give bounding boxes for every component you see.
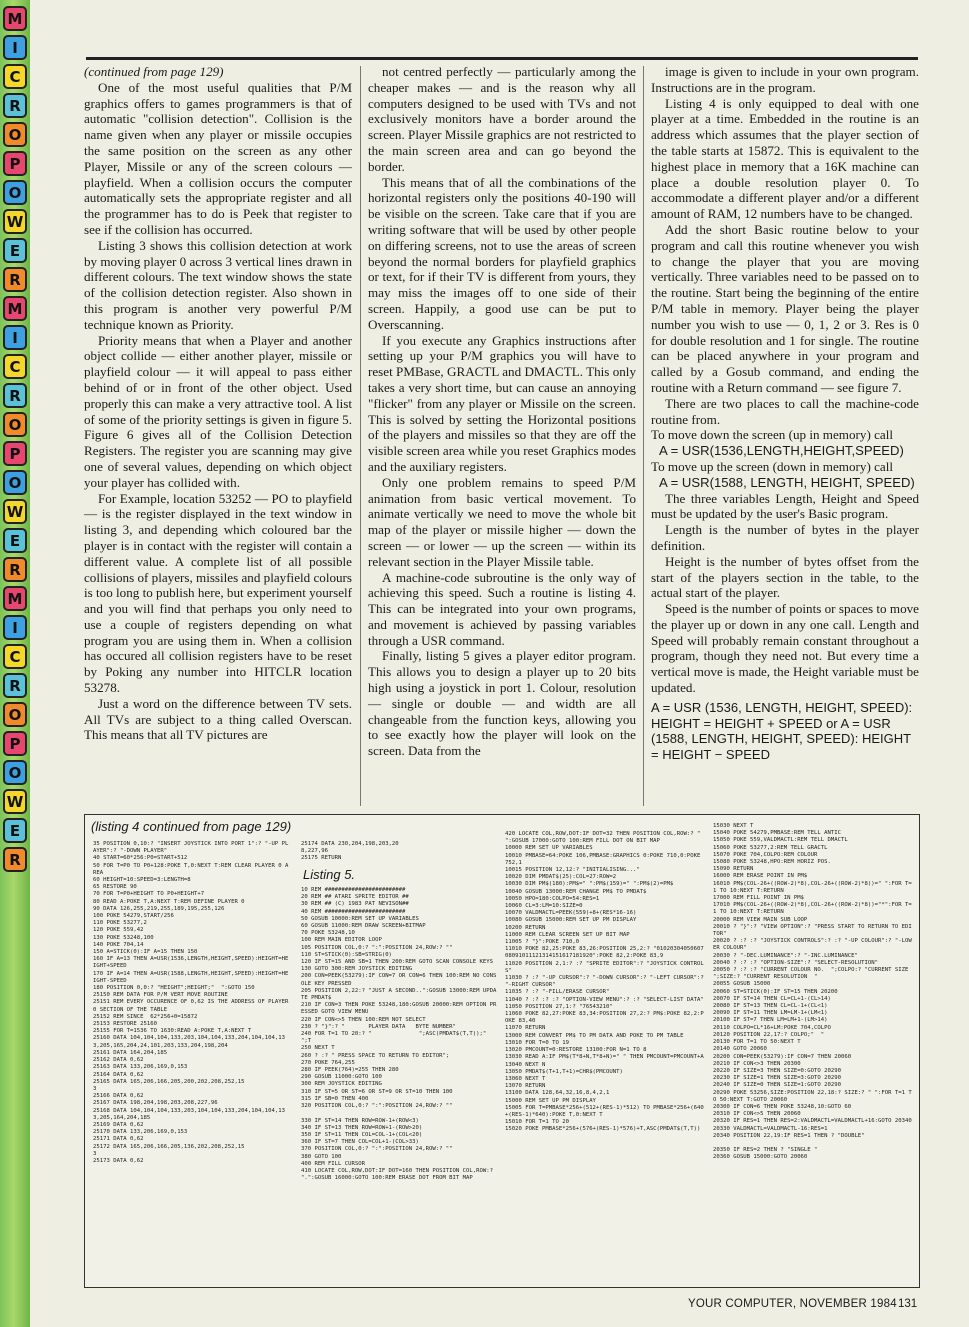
strip-letter-tile: M <box>3 6 27 31</box>
article-paragraph: image is given to include in your own program. Instructions are in the program. <box>651 64 919 95</box>
usr-call-formula: A = USR(1536,LENGTH,HEIGHT,SPEED) <box>659 443 904 459</box>
strip-letter-tile: R <box>3 557 27 582</box>
strip-letter-tile: R <box>3 673 27 698</box>
strip-letter-tile: O <box>3 412 27 437</box>
strip-letter-tile: R <box>3 847 27 872</box>
listing-box <box>84 814 920 1288</box>
strip-letter-tile: W <box>3 789 27 814</box>
article-paragraph: This means that of all the combinations of the horizontal registers only the positions 40-190 will be visible on the screen. Take care that if you are writing software that will be used by other people on differing screens, not to use the areas of screen beyond the normal borders for playfield graphics or text, for if their TV is different from yours, they may miss the images off to one side of their screen. Happily, a good use can be put to Overscanning. <box>368 174 636 332</box>
column-divider <box>360 66 361 806</box>
article-paragraph: For Example, location 53252 — PO to playfield — is the register displayed in the text window in listing 3, and depending which coloured bar the player is in contact with the register will contain a different value. A complete list of all possible collisions of players, missiles and playfield colours is too long to publish here, but experiment yourself and you will find that perhaps you only need to use a couple of registers depending on what program you are using them in. When a collision has occured all collision registers have to be reset by Poking any number into HITCLR location 53278. <box>84 490 353 696</box>
strip-letter-tile: O <box>3 122 27 147</box>
listing-column-2a: 25174 DATA 230,204,198,203,208,227,96 25175 RETURN <box>301 841 399 862</box>
article-paragraph: Height is the number of bytes offset from the start of the players section in the table, to the actual start of the player. <box>651 553 919 601</box>
article-paragraph: not centred perfectly — particularly among the cheaper makes — and is the reason why all computers designed to be used with TVs and not exclusively monitors have a border around the screen. Player Missile graphics are not restricted to the main screen area and can go beyond the border. <box>368 64 636 174</box>
strip-letter-tile: E <box>3 238 27 263</box>
strip-letter-tile: O <box>3 180 27 205</box>
strip-letter-tile: O <box>3 470 27 495</box>
article-paragraph: Length is the number of bytes in the player definition. <box>651 522 919 553</box>
listing-column-3: 420 LOCATE COL,ROW,DOT:IF DOT=32 THEN POSITION COL,ROW:? " ":GOSUB 17000:GOTO 100:REM FILL DOT ON BIT MAP 10000 REM SET UP VARIABLES 10010 PMBASE=64:POKE 106,PMBASE:GRAPHICS 0:POKE 710,0:POKE 752,1 10015 POSITION 12,12:? "INITIALISING..." 10020 DIM PMDAT$(25):COL=27:ROW=2 10030 DIM PM$(180):PM$=" ":PM$(159)=" ":PM$(2)=PM$ 10040 GOSUB 13000:REM CHANGE PM$ TO PMDAT$ 10050 HPO=180:COLPO=54:RES=1 10060 CL=3:LM=10:SIZE=0 10070 VALDMACTL=PEEK(559)+8+(RES*16-16) 10080 GOSUB 15000:REM SET UP PM DISPLAY 10200 RETURN 11000 REM CLEAR SCREEN SET UP BIT MAP 11005 ? "}":POKE 710,0 11010 POKE 82,25:POKE 83,26:POSITION 25,2:? "0102030405060708091011121314151617181920":POKE 82,2:POKE 83,9 11020 POSITION 2,1:? :? "SPRITE EDITOR":? "JOYSTICK CONTROLS" 11030 ? :? "-UP CURSOR":? "-DOWN CURSOR":? "-LEFT CURSOR":? "-RIGHT CURSOR" 11035 ? :? "-FILL/ERASE CURSOR" 11040 ? :? :? :? "OPTION-VIEW MENU":? :? "SELECT-LIST DATA" 11050 POSITION 27,1:? "76543210" 11060 POKE 82,27:POKE 83,34:POSITION 27,2:? PM$:POKE 82,2:POKE 83,40 11070 RETURN 13000 REM CONVERT PM$ TO PM DATA AND POKE TO PM TABLE 13010 FOR T=0 TO 19 13020 PMCOUNT=0:RESTORE 13100:FOR N=1 TO 8 13030 READ A:IF PM$(T*8+N,T*8+N)=" " THEN PMCOUNT=PMCOUNT+A 13040 NEXT N 13050 PMDAT$(T+1,T+1)=CHR$(PMCOUNT) 13060 NEXT T 13070 RETURN 13100 DATA 128,64,32,16,8,4,2,1 15000 REM SET UP PM DISPLAY 15005 FOR T=PMBASE*256+(512+(RES-1)*512) TO PMBASE*256+(640+(RES-1)*640):POKE T,0:NEXT T 15010 FOR T=1 TO 20 15020 POKE PMBASE*256+(576+(RES-1)*576)+T,ASC(PMDAT$(T,T)) <box>505 831 704 1133</box>
continued-note: (continued from page 129) <box>84 64 224 79</box>
article-paragraph: Priority means that when a Player and another object collide — either another player, missile or playfield colour — it will appeal to pass either behind of or in front of the other object. Used properly this can make a very attractive tool. A list of some of the priority settings is given in figure 5. Figure 6 gives all of the Collision Detection Registers. The register you are scanning may give one of several values, depending on which object your player has collided with. <box>84 332 352 490</box>
strip-letter-tile: I <box>3 35 27 60</box>
article-paragraph: Listing 3 shows this collision detection at work by moving player 0 across 3 vertical lines drawn in different colours. The text window shows the state of the collision detection register. Also shown in this program is another very powerful P/M technique known as Priority. <box>84 237 352 332</box>
article-paragraph: A machine-code subroutine is the only way of achieving this speed. Such a routine is listing 4. This can be integrated into your own programs, and movement is achieved by passing variables through a USR command. <box>368 569 636 648</box>
article-paragraph: Listing 4 is only equipped to deal with one player at a time. Embedded in the routine is an address which assumes that the player section of the table starts at 15872. This is equivalent to the highest place in memory that a 16K machine can place a double resolution player 0. To accommodate a different player and/or a different amount of RAM, 12 numbers have to be changed. <box>651 95 919 222</box>
article-column-1 <box>84 64 352 743</box>
strip-letter-tile: P <box>3 151 27 176</box>
strip-letter-tile: C <box>3 354 27 379</box>
listing-column-4: 15030 NEXT T 15040 POKE 54279,PMBASE:REM TELL ANTIC 15050 POKE 559,VALDMACTL:REM TELL DMACTL 15060 POKE 53277,2:REM TELL GRACTL 15070 POKE 704,COLPO:REM COLOUR 15080 POKE 53248,HPO:REM HORIZ POS. 15090 RETURN 16000 REM ERASE POINT IN PM$ 16010 PM$(COL-26+((ROW-2)*8),COL-26+((ROW-2)*8))=" ":FOR T=1 TO 10:NEXT T:RETURN 17000 REM FILL POINT IN PM$ 17010 PM$(COL-26+((ROW-2)*8),COL-26+((ROW-2)*8))="*":FOR T=1 TO 10:NEXT T:RETURN 20000 REM VIEW MAIN SUB LOOP 20010 ? "}":? "VIEW OPTION":? "PRESS START TO RETURN TO EDITOR" 20020 ? :? :? "JOYSTICK CONTROLS":? :? "-UP COLOUR":? "-LOWER COLOUR" 20030 ? "-DEC.LUMINANCE":? "-INC.LUMINANCE" 20040 ? :? :? "OPTION-SIZE":? "SELECT-RESOLUTION" 20050 ? :? :? "CURRENT COLOUR NO. ";COLPO:? "CURRENT SIZE ";SIZE:? "CURRENT RESOLUTION " 20055 GOSUB 15000 20060 ST=STICK(0):IF ST=15 THEN 20200 20070 IF ST=14 THEN CL=CL+1-(CL>14) 20080 IF ST=13 THEN CL=CL-1+(CL<1) 20090 IF ST=11 THEN LM=LM-1+(LM<1) 20100 IF ST=7 THEN LM=LM+1-(LM>14) 20110 COLPO=CL*16+LM:POKE 704,COLPO 20120 POSITION 22,17:? COLPO;" " 20130 FOR T=1 TO 50:NEXT T 20140 GOTO 20060 20200 CON=PEEK(53279):IF CON=7 THEN 20060 20210 IF CON<>3 THEN 20300 20220 IF SIZE=3 THEN SIZE=0:GOTO 20290 20230 IF SIZE=1 THEN SIZE=3:GOTO 20290 20240 IF SIZE=0 THEN SIZE=1:GOTO 20290 20290 POKE 53256,SIZE:POSITION 22,18:? SIZE:? " ":FOR T=1 TO 50:NEXT T:GOTO 20060 20300 IF CON=6 THEN POKE 53248,10:GOTO 60 20310 IF CON<>5 THEN 20060 20320 IF RES=1 THEN RES=2:VALDMACTL=VALDMACTL+16:GOTO 20340 20330 VALDMACTL=VALDMACTL-16:RES=1 20340 POSITION 22,19:IF RES=1 THEN ? "DOUBLE" 20350 IF RES=2 THEN ? "SINGLE " 20360 GOSUB 15000:GOTO 20060 <box>713 823 912 1161</box>
article-paragraph: There are two places to call the machine-code routine from. <box>651 395 919 427</box>
strip-letter-tile: P <box>3 731 27 756</box>
magazine-footer: YOUR COMPUTER, NOVEMBER 1984 <box>688 1298 897 1310</box>
usr-call-description: To move down the screen (up in memory) call <box>651 427 893 443</box>
listing-title: (listing 4 continued from page 129) <box>91 819 292 834</box>
usr-call-formula: A = USR(1588, LENGTH, HEIGHT, SPEED) <box>659 474 915 490</box>
strip-letter-tile: E <box>3 528 27 553</box>
listing-column-2b: 10 REM ######################## 20 REM ## ATARI SPRITE EDITOR ## 30 REM ## (C) 1983 PAT NEVISON## 40 REM ######################## 50 GOSUB 10000:REM SET UP VARIABLES 60 GOSUB 11000:REM DRAW SCREEN+BITMAP 70 POKE 53248,10 100 REM MAIN EDITOR LOOP 105 POSITION COL,0:? ":":POSITION 24,ROW:? "" 110 ST=STICK(0):SB=STRIG(0) 120 IF ST=15 AND SB=1 THEN 200:REM GOTO SCAN CONSOLE KEYS 130 GOTO 300:REM JOYSTICK EDITING 200 CON=PEEK(53279):IF CON=7 OR CON=6 THEN 100:REM NO CONSOLE KEY PRESSED 205 POSITION 2,22:? "JUST A SECOND..":GOSUB 13000:REM UPDATE PMDAT$ 210 IF CON=3 THEN POKE 53248,180:GOSUB 20000:REM OPTION PRESSED GOTO VIEW MENU 220 IF CON<>5 THEN 100:REM NOT SELECT 230 ? "}":? " PLAYER DATA BYTE NUMBER" 240 FOR T=1 TO 20:? " ";ASC(PMDAT$(T,T));" ";T 250 NEXT T 260 ? :? " PRESS SPACE TO RETURN TO EDITOR"; 270 POKE 764,255 280 IF PEEK(764)=255 THEN 280 290 GOSUB 11000:GOTO 100 300 REM JOYSTICK EDITING 310 IF ST=5 OR ST=6 OR ST=9 OR ST=10 THEN 100 315 IF SB=0 THEN 400 320 POSITION COL,0:? ":":POSITION 24,ROW:? "" 330 IF ST=14 THEN ROW=ROW-1+(ROW<3) 340 IF ST=13 THEN ROW=ROW+1-(ROW>20) 350 IF ST=11 THEN COL=COL-1+(COL<20) 360 IF ST=7 THEN COL=COL+1-(COL>33) 370 POSITION COL,0:? ":":POSITION 24,ROW:? "" 380 GOTO 100 400 REM FILL CURSOR 410 LOCATE COL,ROW,DOT:IF DOT=160 THEN POSITION COL,ROW:? ".":GOSUB 16000:GOTO 100:REM ERASE DOT FROM BIT MAP <box>301 887 497 1182</box>
strip-letter-tile: I <box>3 615 27 640</box>
article-paragraph: Just a word on the difference between TV sets. All TVs are subject to a thing called Overscan. This means that all TV pictures are <box>84 695 352 743</box>
strip-letter-tile: R <box>3 93 27 118</box>
micropower-side-strip <box>0 0 30 1327</box>
strip-letter-tile: W <box>3 499 27 524</box>
strip-letter-tile: W <box>3 209 27 234</box>
listing-column-1: 35 POSITION 0,10:? "INSERT JOYSTICK INTO PORT 1":? "-UP PLAYER":? "-DOWN PLAYER" 40 START=60*256:P0=START+512 50 FOR T=P0 TO P0+128:POKE T,0:NEXT T:REM CLEAR PLAYER 0 AREA 60 HEIGHT=10:SPEED=3:LENGTH=8 65 RESTORE 90 70 FOR T=P0+HEIGHT TO P0+HEIGHT+7 80 READ A:POKE T,A:NEXT T:REM DEFINE PLAYER 0 90 DATA 126,255,219,255,189,195,255,126 100 POKE 54279,START/256 110 POKE 53277,2 120 POKE 559,42 130 POKE 53248,100 140 POKE 704,14 150 A=STICK(0):IF A=15 THEN 150 160 IF A=13 THEN A=USR(1536,LENGTH,HEIGHT,SPEED):HEIGHT=HEIGHT+SPEED 170 IF A=14 THEN A=USR(1588,LENGTH,HEIGHT,SPEED):HEIGHT=HEIGHT-SPEED 180 POSITION 0,0:? "HEIGHT";HEIGHT;" ":GOTO 150 25150 REM DATA FOR P/M VERT MOVE ROUTINE 25151 REM EVERY OCCURENCE OF 0,62 IS THE ADDRESS OF PLAYER 0 SECTION OF THE TABLE 25152 REM SINCE 62*256+0=15872 25153 RESTORE 25160 25155 FOR T=1536 TO 1630:READ A:POKE T,A:NEXT T 25160 DATA 104,104,104,133,203,104,104,133,204,104,104,133,205,165,204,24,101,203,133,204,198,204 25161 DATA 164,204,185 25162 DATA 0,62 25163 DATA 133,206,169,0,153 25164 DATA 0,62 25165 DATA 165,206,166,205,200,202,208,252,15 3 25166 DATA 0,62 25167 DATA 198,204,198,203,208,227,96 25168 DATA 104,104,104,133,203,104,104,133,204,104,104,133,205,164,204,185 25169 DATA 0,62 25170 DATA 133,206,169,0,153 25171 DATA 0,62 25172 DATA 165,206,166,205,136,202,208,252,15 3 25173 DATA 0,62 <box>93 841 289 1164</box>
article-column-2 <box>368 64 636 759</box>
strip-letter-tile: O <box>3 760 27 785</box>
article-paragraph: One of the most useful qualities that P/M graphics offers to games programmers is that of automatic "collision detection". Collision is the name given when any player or missile occupies the same position on the screen as any other Player, Missile or any of the screen colours — playfield. When a collision occurs the computer automatically sets the appropriate register and all the programmer has to do is Peek that register to see if the collision has occurred. <box>84 79 352 237</box>
article-paragraph: If you execute any Graphics instructions after setting up your P/M graphics you will have to reset PMBase, GRACTL and DMACTL. This only takes a very short time, but can cause an annoying "flicker" from any player or Missile on the screen. This is solved by setting the Horizontal positions of the players and missiles so that they are off the visible screen area while you reset Graphics modes and the auxiliary registers. <box>368 332 636 474</box>
strip-letter-tile: P <box>3 441 27 466</box>
column-divider <box>643 66 644 806</box>
article-paragraph: Finally, listing 5 gives a player editor program. This allows you to design a player up to 20 bits high using a joystick in port 1. Colour, resolution — single or double — and width are all changeable from the function keys, allowing you to see exactly how the player will look on the screen. Data from the <box>368 648 636 759</box>
strip-letter-tile: C <box>3 644 27 669</box>
strip-letter-tile: R <box>3 267 27 292</box>
article-column-3 <box>651 64 919 763</box>
strip-letter-tile: E <box>3 818 27 843</box>
article-paragraph: The three variables Length, Height and Speed must be updated by the user's Basic program. <box>651 490 919 522</box>
article-paragraph: Add the short Basic routine below to your program and call this routine whenever you wish to change the player that you are moving vertically. Three variables need to be passed on to the routine. Start being the beginning of the entire P/M table in memory. Player being the player number you wish to use — 0, 1, 2 or 3. Res is 0 for double resolution and 1 for single. The routine can be placed anywhere in your program and called by a Gosub command, and ending the routine with a Return command — see figure 7. <box>651 221 919 395</box>
header-rule <box>86 57 918 60</box>
strip-letter-tile: M <box>3 586 27 611</box>
strip-letter-tile: I <box>3 325 27 350</box>
article-paragraph: Only one problem remains to speed P/M animation from basic vertical movement. To animate vertically we need to move the whole bit map of the player or missile higher — down the screen — or lower — up the screen — within its relevant section in the Player Missile table. <box>368 474 636 569</box>
strip-letter-tile: M <box>3 296 27 321</box>
strip-letter-tile: O <box>3 702 27 727</box>
page-number: 131 <box>898 1298 918 1310</box>
usr-call-description: To move up the screen (down in memory) call <box>651 458 893 474</box>
listing-5-title: Listing 5. <box>303 867 356 882</box>
strip-letter-tile: C <box>3 64 27 89</box>
article-paragraph: Speed is the number of points or spaces to move the player up or down in any one call. Length and Speed will probably remain constant throughout a program, though they need not. But every time a vertical move is made, the Height variable must be updated. <box>651 601 919 696</box>
strip-letter-tile: R <box>3 383 27 408</box>
height-update-formula: A = USR (1536, LENGTH, HEIGHT, SPEED): HEIGHT = HEIGHT + SPEED or A = USR (1588, LENGTH, HEIGHT, SPEED): HEIGHT = HEIGHT − SPEED <box>651 699 913 763</box>
